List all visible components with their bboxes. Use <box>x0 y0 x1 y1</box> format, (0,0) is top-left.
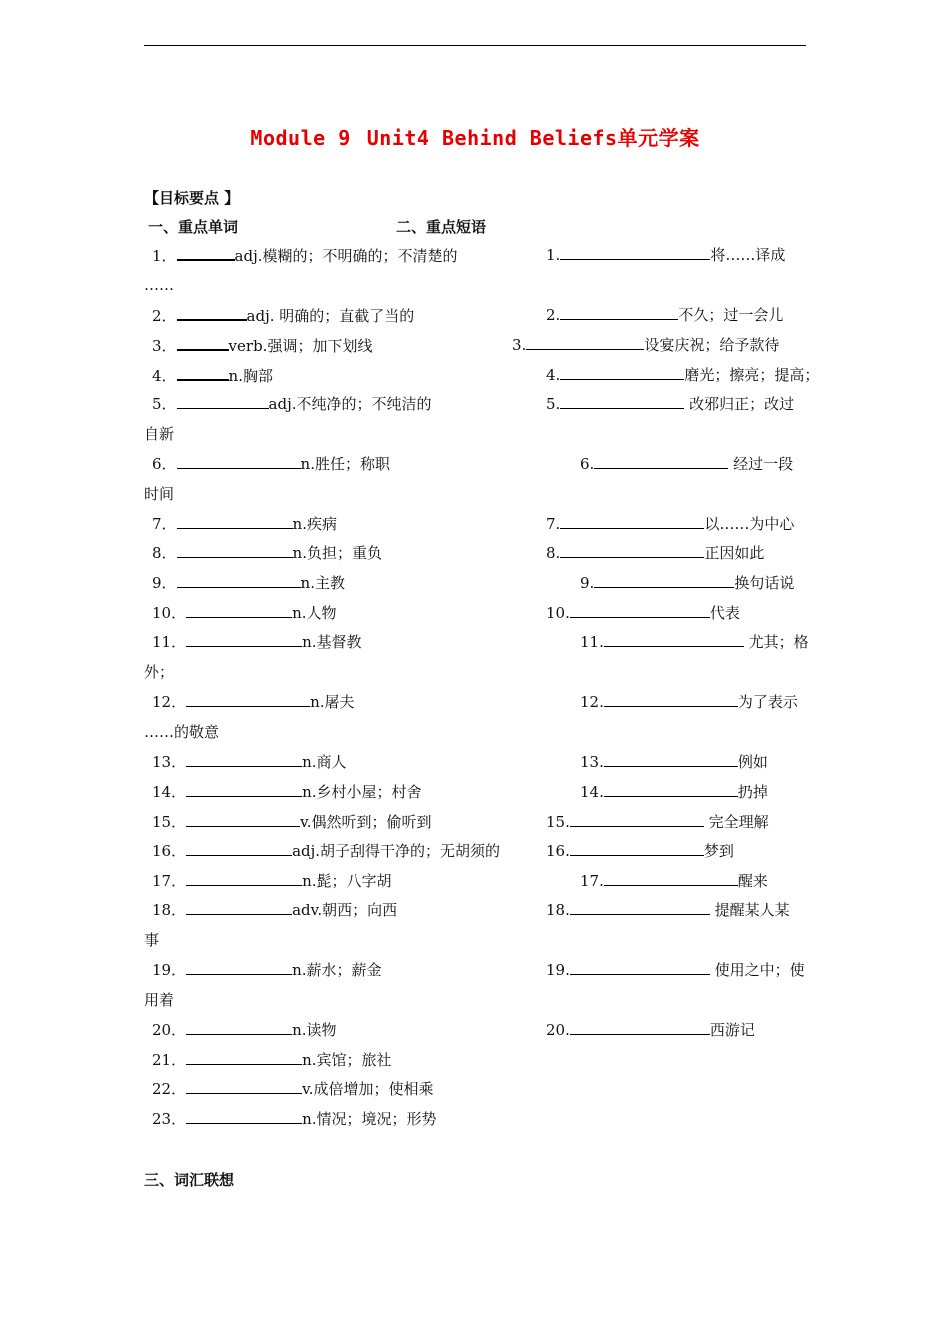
item-definition: n.宾馆；旅社 <box>302 1051 392 1069</box>
word-item <box>152 871 392 891</box>
item-number: 13． <box>152 753 187 771</box>
item-definition: 磨光；擦亮；提高； <box>684 366 820 384</box>
item-definition: v.偶然听到；偷听到 <box>300 813 432 831</box>
answer-blank[interactable] <box>560 543 704 558</box>
phrase-item <box>580 871 768 891</box>
answer-blank[interactable] <box>177 454 301 469</box>
answer-blank[interactable] <box>186 1109 302 1124</box>
wrapped-text: …… <box>144 276 174 294</box>
answer-blank[interactable] <box>604 632 744 647</box>
item-definition: 尤其；格 <box>743 633 809 651</box>
item-number: 2. <box>546 306 561 324</box>
answer-blank[interactable] <box>177 335 229 351</box>
phrase-item <box>580 692 798 712</box>
item-definition: n.基督教 <box>302 633 362 651</box>
answer-blank[interactable] <box>177 305 247 321</box>
item-number: 7． <box>152 515 177 533</box>
item-definition: n.胜任；称职 <box>300 455 390 473</box>
answer-blank[interactable] <box>186 841 292 856</box>
answer-blank[interactable] <box>570 841 704 856</box>
answer-blank[interactable] <box>177 394 269 409</box>
phrase-item <box>580 632 809 652</box>
item-number: 8． <box>152 544 177 562</box>
item-number: 8. <box>546 544 561 562</box>
word-item <box>152 692 355 712</box>
answer-blank[interactable] <box>560 305 678 320</box>
wrapped-text: 自新 <box>144 425 175 443</box>
item-definition: v.成倍增加；使相乘 <box>302 1080 434 1098</box>
item-number: 6． <box>152 455 177 473</box>
phrase-item <box>546 394 794 414</box>
section-phrases: 二、重点短语 <box>396 218 487 236</box>
item-definition: n.负担；重负 <box>292 544 382 562</box>
item-number: 3. <box>512 336 527 354</box>
word-item <box>152 752 347 772</box>
word-item <box>152 454 390 474</box>
word-item <box>152 1020 337 1040</box>
item-definition: n.屠夫 <box>310 693 355 711</box>
title-unit: Unit4 Behind Beliefs <box>366 126 618 150</box>
phrase-item <box>546 841 734 861</box>
item-number: 10． <box>152 604 187 622</box>
phrase-item <box>546 812 769 832</box>
phrase-item <box>512 335 779 355</box>
item-number: 20． <box>152 1021 187 1039</box>
phrase-item <box>580 782 768 802</box>
item-number: 19. <box>546 961 570 979</box>
wrapped-text: 事 <box>144 931 160 949</box>
item-number: 20. <box>546 1021 570 1039</box>
item-number: 21． <box>152 1051 187 1069</box>
answer-blank[interactable] <box>560 394 684 409</box>
answer-blank[interactable] <box>604 782 738 797</box>
phrase-item <box>546 245 785 265</box>
answer-blank[interactable] <box>177 365 229 381</box>
item-definition: 改邪归正；改过 <box>684 395 795 413</box>
item-definition: 完全理解 <box>703 813 769 831</box>
item-definition: 使用之中；使 <box>709 961 805 979</box>
answer-blank[interactable] <box>186 960 292 975</box>
word-item <box>152 514 337 534</box>
answer-blank[interactable] <box>560 245 710 260</box>
answer-blank[interactable] <box>186 603 292 618</box>
answer-blank[interactable] <box>177 573 301 588</box>
item-number: 14． <box>152 783 187 801</box>
word-item <box>152 960 382 980</box>
answer-blank[interactable] <box>604 752 738 767</box>
item-number: 18. <box>546 901 570 919</box>
item-definition: adv.朝西；向西 <box>292 901 398 919</box>
item-definition: n.胸部 <box>228 367 273 385</box>
item-definition: 正因如此 <box>704 544 765 562</box>
item-definition: 例如 <box>737 753 768 771</box>
item-definition: 将……译成 <box>710 246 786 264</box>
word-item <box>152 782 422 802</box>
answer-blank[interactable] <box>186 752 302 767</box>
answer-blank[interactable] <box>570 960 710 975</box>
item-number: 15． <box>152 813 187 831</box>
phrase-item <box>546 365 819 385</box>
word-item <box>152 632 362 652</box>
answer-blank[interactable] <box>604 871 738 886</box>
phrase-item <box>546 514 794 534</box>
word-item <box>152 245 458 266</box>
item-number: 19． <box>152 961 187 979</box>
item-definition: 设宴庆祝；给予款待 <box>644 336 780 354</box>
phrase-item <box>580 752 768 772</box>
item-number: 5. <box>546 395 561 413</box>
section-goal: 【目标要点 】 <box>144 189 240 207</box>
title-module: Module 9 <box>250 126 351 150</box>
item-number: 6. <box>580 455 595 473</box>
item-definition: n.人物 <box>292 604 337 622</box>
item-definition: adj. 明确的；直截了当的 <box>246 307 415 325</box>
item-definition: 醒来 <box>737 872 768 890</box>
item-number: 9. <box>580 574 595 592</box>
word-item <box>152 841 500 861</box>
phrase-item <box>580 454 793 474</box>
phrase-item <box>546 305 783 325</box>
item-number: 23． <box>152 1110 187 1128</box>
answer-blank[interactable] <box>594 573 734 588</box>
answer-blank[interactable] <box>186 812 300 827</box>
item-number: 5． <box>152 395 177 413</box>
item-definition: 换句话说 <box>734 574 795 592</box>
item-number: 11． <box>152 633 187 651</box>
item-number: 16． <box>152 842 187 860</box>
item-definition: n.薪水；薪金 <box>292 961 382 979</box>
item-definition: 西游记 <box>709 1021 755 1039</box>
answer-blank[interactable] <box>186 1079 302 1094</box>
item-definition: n.读物 <box>292 1021 337 1039</box>
item-definition: 扔掉 <box>737 783 768 801</box>
item-number: 12. <box>580 693 604 711</box>
item-definition: n.乡村小屋；村舍 <box>302 783 422 801</box>
answer-blank[interactable] <box>186 632 302 647</box>
word-item <box>152 305 414 326</box>
item-definition: n.疾病 <box>292 515 337 533</box>
answer-blank[interactable] <box>570 603 710 618</box>
phrase-item <box>580 573 794 593</box>
item-number: 22． <box>152 1080 187 1098</box>
word-item <box>152 335 372 356</box>
answer-blank[interactable] <box>570 812 704 827</box>
answer-blank[interactable] <box>186 871 302 886</box>
item-number: 7. <box>546 515 561 533</box>
item-number: 1． <box>152 247 177 265</box>
answer-blank[interactable] <box>177 543 293 558</box>
item-number: 11. <box>580 633 604 651</box>
page-title <box>0 122 950 151</box>
wrapped-text: 时间 <box>144 485 175 503</box>
answer-blank[interactable] <box>177 514 293 529</box>
item-definition: n.商人 <box>302 753 347 771</box>
answer-blank[interactable] <box>186 782 302 797</box>
item-definition: n.主教 <box>300 574 345 592</box>
item-definition: adj.模糊的；不明确的；不清楚的 <box>234 247 458 265</box>
title-suffix: 单元学案 <box>617 126 700 150</box>
word-item <box>152 1109 437 1129</box>
phrase-item <box>546 1020 755 1040</box>
item-number: 3． <box>152 337 177 355</box>
answer-blank[interactable] <box>560 365 684 380</box>
item-definition: 为了表示 <box>737 693 798 711</box>
phrase-item <box>546 900 790 920</box>
item-number: 10. <box>546 604 570 622</box>
answer-blank[interactable] <box>560 514 704 529</box>
answer-blank[interactable] <box>177 245 235 261</box>
word-item <box>152 812 432 832</box>
wrapped-text: ……的敬意 <box>144 723 220 741</box>
phrase-item <box>546 603 740 623</box>
answer-blank[interactable] <box>186 692 310 707</box>
answer-blank[interactable] <box>570 1020 710 1035</box>
word-item <box>152 1079 434 1099</box>
item-definition: 以……为中心 <box>704 515 795 533</box>
item-number: 9． <box>152 574 177 592</box>
item-definition: 梦到 <box>703 842 734 860</box>
item-number: 1. <box>546 246 561 264</box>
answer-blank[interactable] <box>594 454 728 469</box>
word-item <box>152 543 382 563</box>
item-definition: n.髭；八字胡 <box>302 872 392 890</box>
word-item <box>152 900 397 920</box>
answer-blank[interactable] <box>526 335 644 350</box>
phrase-item <box>546 960 805 980</box>
item-number: 13. <box>580 753 604 771</box>
item-number: 4. <box>546 366 561 384</box>
word-item <box>152 1050 392 1070</box>
answer-blank[interactable] <box>570 900 710 915</box>
item-definition: 不久；过一会儿 <box>678 306 784 324</box>
item-number: 12． <box>152 693 187 711</box>
answer-blank[interactable] <box>186 1020 292 1035</box>
item-definition: 经过一段 <box>728 455 794 473</box>
word-item <box>152 603 337 623</box>
phrase-item <box>546 543 764 563</box>
item-definition: n.情况；境况；形势 <box>302 1110 437 1128</box>
item-definition: 提醒某人某 <box>709 901 790 919</box>
wrapped-text: 用着 <box>144 991 175 1009</box>
item-definition: verb.强调；加下划线 <box>228 337 373 355</box>
item-definition: 代表 <box>709 604 740 622</box>
item-number: 18． <box>152 901 187 919</box>
item-number: 17． <box>152 872 187 890</box>
answer-blank[interactable] <box>186 1050 302 1065</box>
item-number: 2． <box>152 307 177 325</box>
item-definition: adj.胡子刮得干净的；无胡须的 <box>292 842 501 860</box>
section-words: 一、重点单词 <box>148 218 239 236</box>
item-number: 15. <box>546 813 570 831</box>
section-assoc: 三、词汇联想 <box>144 1171 235 1189</box>
word-item <box>152 394 432 414</box>
item-number: 4． <box>152 367 177 385</box>
answer-blank[interactable] <box>186 900 292 915</box>
item-number: 17. <box>580 872 604 890</box>
answer-blank[interactable] <box>604 692 738 707</box>
item-number: 16. <box>546 842 570 860</box>
header-rule <box>144 45 806 46</box>
item-definition: adj.不纯净的；不纯洁的 <box>268 395 432 413</box>
word-item <box>152 573 345 593</box>
word-item <box>152 365 273 386</box>
wrapped-text: 外； <box>144 663 175 681</box>
item-number: 14. <box>580 783 604 801</box>
